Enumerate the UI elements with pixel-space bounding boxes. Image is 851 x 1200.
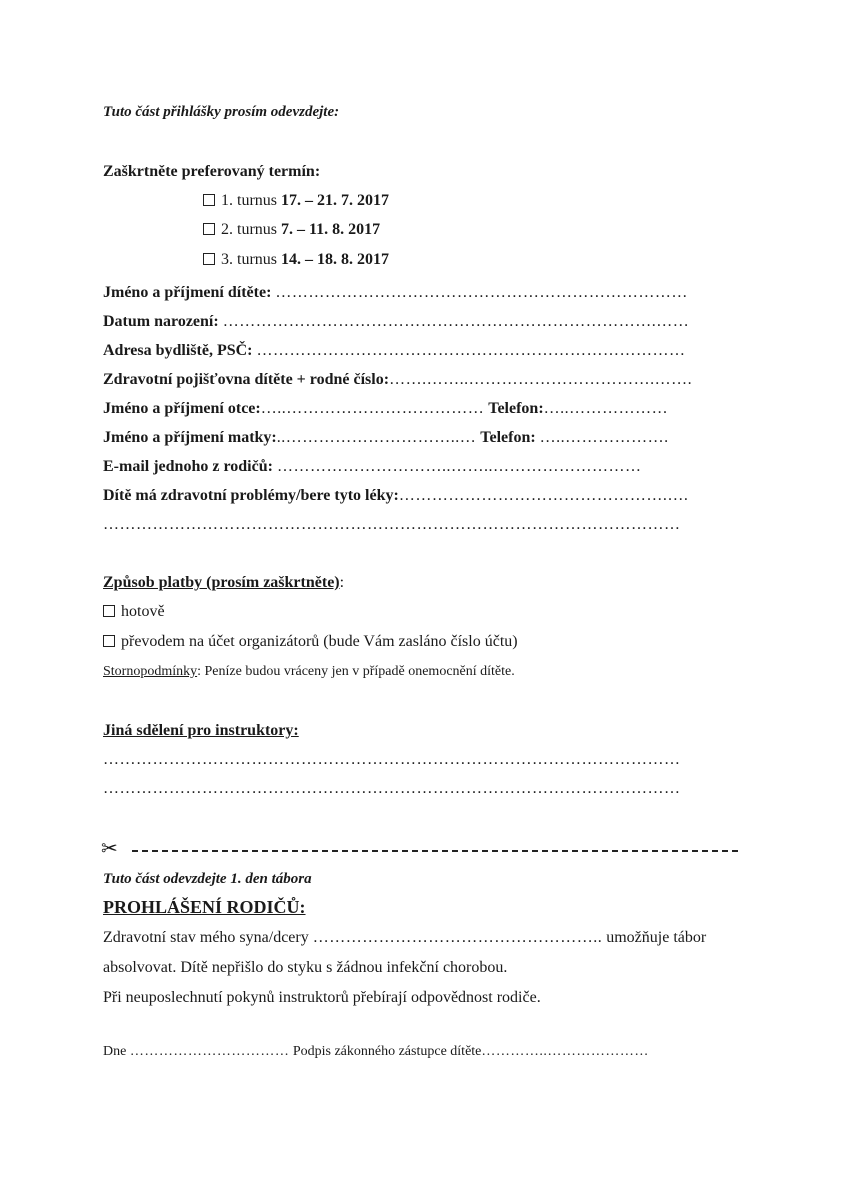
form-instruction: Tuto část přihlášky prosím odevzdejte: — [103, 104, 340, 120]
mother-phone-label: Telefon: — [480, 429, 536, 446]
health-field[interactable] — [103, 487, 688, 505]
other-messages-line-2[interactable]: …………………………………………………………………………………………… — [103, 780, 681, 797]
term-option-3-label: 3. turnus — [221, 251, 281, 268]
insurance-label: Zdravotní pojišťovna dítěte + rodné číslo: — [103, 371, 390, 388]
checkbox-cash[interactable] — [103, 605, 115, 617]
date-dots[interactable]: …………………………… — [129, 1044, 290, 1059]
child-name-field[interactable] — [103, 284, 688, 302]
health-label: Dítě má zdravotní problémy/bere tyto léky: — [103, 487, 399, 504]
storno-label: Stornopodmínky — [103, 664, 198, 679]
health-dots[interactable]: ………………………………………….…. — [398, 487, 689, 504]
checkbox-term-3[interactable] — [203, 253, 215, 265]
date-label: Dne — [103, 1044, 127, 1059]
checkbox-term-1[interactable] — [203, 194, 215, 206]
email-field[interactable] — [103, 458, 641, 476]
storno-conditions — [103, 664, 515, 680]
scissors-icon: ✂ — [101, 836, 118, 860]
storno-text: : Peníze budou vráceny jen v případě onemocnění dítěte. — [197, 664, 515, 679]
father-phone-dots[interactable]: …..……………… — [543, 400, 669, 417]
address-label: Adresa bydliště, PSČ: — [103, 342, 253, 359]
signature-dots[interactable]: …………..………………… — [481, 1044, 649, 1059]
health-dots-line-2[interactable]: …………………………………………………………………………………………… — [103, 516, 681, 533]
address-field[interactable] — [103, 342, 686, 360]
payment-heading — [103, 574, 344, 592]
birth-date-field[interactable] — [103, 313, 689, 331]
declaration-line-1-end: umožňuje tábor — [606, 929, 707, 946]
declaration-heading: PROHLÁŠENÍ RODIČŮ: — [103, 897, 306, 917]
declaration-child-name-dots[interactable]: …………………………………………….. — [312, 929, 603, 946]
declaration-line-1-start: Zdravotní stav mého syna/dcery — [103, 929, 309, 946]
email-label: E-mail jednoho z rodičů: — [103, 458, 273, 475]
checkbox-transfer[interactable] — [103, 635, 115, 647]
father-dots[interactable]: …..……………………………… — [260, 400, 485, 417]
signature-row — [103, 1044, 649, 1060]
declaration-line-2: absolvovat. Dítě nepřišlo do styku s žádnou infekční chorobou. — [103, 959, 508, 976]
term-option-1[interactable] — [203, 192, 389, 210]
term-heading: Zaškrtněte preferovaný termín: — [103, 163, 321, 180]
child-name-dots[interactable]: ………………………………………………………………… — [275, 284, 688, 301]
payment-option-cash[interactable] — [103, 603, 165, 621]
other-messages-line-1[interactable]: …………………………………………………………………………………………… — [103, 751, 681, 768]
address-dots[interactable]: …………………………………………………………………… — [256, 342, 686, 359]
other-messages-heading: Jiná sdělení pro instruktory: — [103, 722, 299, 739]
mother-field[interactable] — [103, 429, 669, 447]
birth-date-dots[interactable]: …………………………………………………………………….…… — [222, 313, 690, 330]
declaration-instruction: Tuto část odevzdejte 1. den tábora — [103, 871, 312, 887]
declaration-line-1 — [103, 929, 706, 947]
term-option-2-label: 2. turnus — [221, 221, 281, 238]
term-option-3-dates: 14. – 18. 8. 2017 — [281, 251, 389, 268]
cut-line — [132, 850, 738, 852]
father-label: Jméno a příjmení otce: — [103, 400, 261, 417]
declaration-line-3: Při neuposlechnutí pokynů instruktorů přebírají odpovědnost rodiče. — [103, 989, 541, 1006]
payment-option-transfer[interactable] — [103, 633, 518, 651]
child-name-label: Jméno a příjmení dítěte: — [103, 284, 272, 301]
insurance-field[interactable] — [103, 371, 692, 389]
mother-dots[interactable]: ..…………………………..… — [276, 429, 477, 446]
payment-heading-text: Způsob platby (prosím zaškrtněte) — [103, 574, 340, 591]
signature-label: Podpis zákonného zástupce dítěte — [292, 1044, 482, 1059]
payment-heading-colon: : — [339, 574, 345, 591]
term-option-1-label: 1. turnus — [221, 192, 281, 209]
term-option-3[interactable] — [203, 251, 389, 269]
insurance-dots[interactable]: …….……..…………………………….……. — [389, 371, 693, 388]
father-field[interactable] — [103, 400, 668, 418]
mother-label: Jméno a příjmení matky: — [103, 429, 277, 446]
term-option-2-dates: 7. – 11. 8. 2017 — [281, 221, 381, 238]
father-phone-label: Telefon: — [488, 400, 544, 417]
birth-date-label: Datum narození: — [103, 313, 219, 330]
term-option-1-dates: 17. – 21. 7. 2017 — [281, 192, 389, 209]
checkbox-term-2[interactable] — [203, 223, 215, 235]
email-dots[interactable]: …………………………..……..……………………… — [276, 458, 642, 475]
term-option-2[interactable] — [203, 221, 380, 239]
mother-phone-dots[interactable]: …..………………. — [539, 429, 669, 446]
payment-option-cash-label: hotově — [121, 603, 165, 620]
payment-option-transfer-label: převodem na účet organizátorů (bude Vám zasláno číslo účtu) — [121, 633, 518, 650]
